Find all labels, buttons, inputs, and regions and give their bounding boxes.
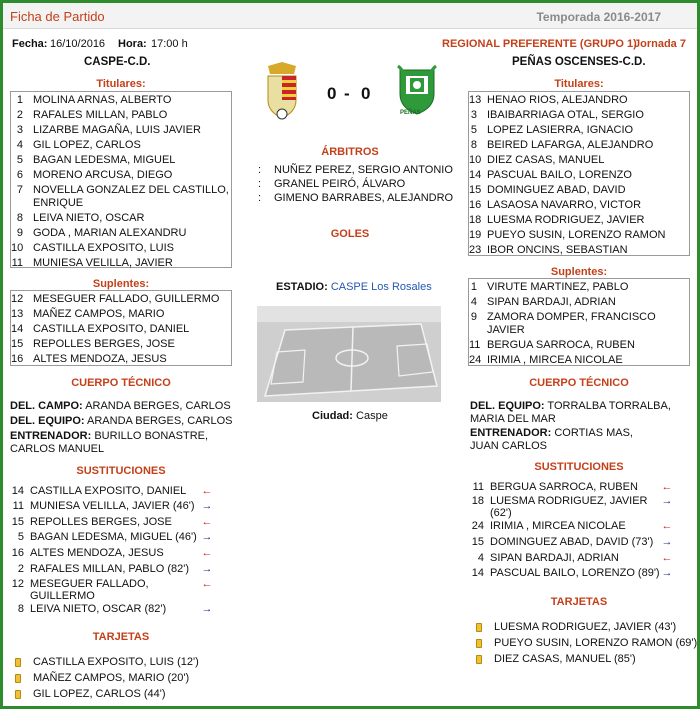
substitution-player: LUESMA RODRIGUEZ, JAVIER (62') — [490, 495, 648, 519]
booking-row — [476, 621, 676, 633]
away-coach: ENTRENADOR: CORTIAS MAS, JUAN CARLOS — [470, 427, 633, 452]
player-number: 5 — [470, 124, 477, 136]
arrow-right-icon: → — [661, 536, 673, 548]
substitution-number: 11 — [472, 481, 484, 493]
yellow-card-icon — [15, 674, 21, 683]
home-starter-row — [11, 138, 231, 153]
arrow-left-icon: ← — [661, 520, 673, 532]
player-name: BAGAN LEDESMA, MIGUEL — [33, 154, 176, 166]
player-name: MOLINA ARNAS, ALBERTO — [33, 94, 172, 106]
player-number: 3 — [16, 124, 23, 136]
player-name: BEIRED LAFARGA, ALEJANDRO — [487, 139, 654, 151]
substitution-player: LEIVA NIETO, OSCAR (82') — [30, 603, 167, 615]
home-starters-list — [10, 91, 232, 268]
substitution-row — [2, 485, 214, 497]
home-starter-row — [11, 153, 231, 168]
player-name: RAFALES MILLAN, PABLO — [33, 109, 168, 121]
player-name: IBAIBARRIAGA OTAL, SERGIO — [487, 109, 644, 121]
player-name: NOVELLA GONZALEZ DEL CASTILLO, ENRIQUE — [33, 184, 229, 209]
substitution-row — [462, 567, 674, 579]
away-cards-heading: TARJETAS — [550, 596, 608, 608]
substitution-number: 14 — [471, 567, 484, 579]
player-number: 12 — [11, 293, 24, 305]
home-starter-row — [11, 93, 231, 108]
away-starter-row — [469, 213, 689, 228]
player-number: 10 — [469, 154, 482, 166]
player-number: 2 — [16, 109, 23, 121]
substitution-number: 11 — [12, 500, 24, 512]
player-number: 13 — [11, 308, 24, 320]
header-bar — [3, 3, 697, 29]
yellow-card-icon — [15, 690, 21, 699]
away-sub-row — [469, 310, 689, 338]
player-name: BERGUA SARROCA, RUBEN — [487, 339, 635, 351]
player-number: 18 — [469, 214, 482, 226]
booked-player: DIEZ CASAS, MANUEL (85') — [494, 653, 636, 665]
player-name: DIEZ CASAS, MANUEL — [487, 154, 605, 166]
arrow-left-icon: ← — [201, 547, 213, 559]
date-value: 16/10/2016 — [50, 38, 106, 50]
arrow-right-icon: → — [201, 563, 213, 575]
substitution-player: IRIMIA , MIRCEA NICOLAE — [490, 520, 626, 532]
player-number: 9 — [470, 311, 477, 323]
substitution-number: 4 — [477, 552, 484, 564]
player-number: 7 — [16, 184, 23, 196]
home-coach: ENTRENADOR: BURILLO BONASTRE, CARLOS MANUEL — [10, 430, 209, 455]
booking-row — [15, 672, 189, 684]
player-number: 5 — [16, 154, 23, 166]
player-name: REPOLLES BERGES, JOSE — [33, 338, 175, 350]
away-sub-row — [469, 295, 689, 310]
player-number: 8 — [470, 139, 477, 151]
home-substitutions-heading: SUSTITUCIONES — [76, 465, 166, 477]
away-starter-row — [469, 93, 689, 108]
away-starter-row — [469, 168, 689, 183]
home-crest-icon — [262, 62, 302, 122]
player-number: 8 — [16, 212, 23, 224]
home-team-name: CASPE-C.D. — [84, 56, 151, 68]
home-starter-row — [11, 226, 231, 241]
substitution-number: 24 — [471, 520, 484, 532]
substitution-number: 14 — [11, 485, 24, 497]
booked-player: MAÑEZ CAMPOS, MARIO (20') — [33, 672, 190, 684]
away-starter-row — [469, 108, 689, 123]
away-starter-row — [469, 198, 689, 213]
player-number: 16 — [11, 353, 24, 365]
player-name: MORENO ARCUSA, DIEGO — [33, 169, 173, 181]
player-number: 14 — [469, 169, 482, 181]
substitution-player: REPOLLES BERGES, JOSE — [30, 516, 172, 528]
away-starter-row — [469, 243, 689, 258]
referee-name: NUÑEZ PEREZ, SERGIO ANTONIO — [274, 164, 453, 176]
home-starter-row — [11, 123, 231, 138]
away-starter-row — [469, 123, 689, 138]
player-number: 4 — [470, 296, 477, 308]
player-name: HENAO RIOS, ALEJANDRO — [487, 94, 628, 106]
substitution-row — [2, 531, 214, 543]
away-starters-heading: Titulares: — [554, 78, 604, 90]
player-name: IBOR ONCINS, SEBASTIAN — [487, 244, 628, 256]
away-starter-row — [469, 228, 689, 243]
arrow-right-icon: → — [661, 567, 673, 579]
away-score: 0 — [361, 84, 371, 103]
city-label: Ciudad: — [312, 410, 353, 422]
away-starter-row — [469, 183, 689, 198]
home-sub-row — [11, 322, 231, 337]
substitution-number: 16 — [11, 547, 24, 559]
booking-row — [476, 653, 636, 665]
stadium-line — [276, 281, 432, 293]
substitution-player: MUNIESA VELILLA, JAVIER (46') — [30, 500, 195, 512]
away-sub-row — [469, 353, 689, 368]
away-substitutions-heading: SUSTITUCIONES — [534, 461, 624, 473]
home-del-equipo: DEL. EQUIPO: ARANDA BERGES, CARLOS — [10, 415, 233, 427]
arrow-left-icon: ← — [201, 516, 213, 528]
substitution-player: PASCUAL BAILO, LORENZO (89') — [490, 567, 660, 579]
away-del-equipo: DEL. EQUIPO: TORRALBA TORRALBA, MARIA DEL MAR — [470, 400, 671, 425]
away-subs-heading: Suplentes: — [550, 266, 608, 278]
round-label: Jornada 7 — [634, 38, 686, 50]
substitution-row — [462, 552, 674, 564]
player-number: 16 — [469, 199, 482, 211]
away-starter-row — [469, 138, 689, 153]
arrow-right-icon: → — [201, 500, 213, 512]
time-label: Hora: — [118, 38, 147, 50]
substitution-number: 15 — [11, 516, 24, 528]
player-number: 1 — [470, 281, 477, 293]
referee-separator: : — [258, 192, 262, 204]
referee-separator: : — [258, 164, 262, 176]
player-name: SIPAN BARDAJI, ADRIAN — [487, 296, 616, 308]
player-name: GIL LOPEZ, CARLOS — [33, 139, 141, 151]
referees-heading: ÁRBITROS — [321, 146, 379, 158]
arrow-right-icon: → — [201, 603, 213, 615]
player-number: 1 — [16, 94, 23, 106]
player-name: MESEGUER FALLADO, GUILLERMO — [33, 293, 220, 305]
arrow-right-icon: → — [661, 495, 673, 507]
yellow-card-icon — [476, 639, 482, 648]
substitution-player: BERGUA SARROCA, RUBEN — [490, 481, 638, 493]
home-starter-row — [11, 168, 231, 183]
away-subs-list — [468, 278, 690, 366]
player-number: 3 — [470, 109, 477, 121]
substitution-player: DOMINGUEZ ABAD, DAVID (73') — [490, 536, 654, 548]
date-label: Fecha: — [12, 38, 48, 50]
booking-row — [476, 637, 697, 649]
arrow-left-icon: ← — [201, 485, 213, 497]
player-number: 10 — [11, 242, 24, 254]
substitution-row — [2, 603, 214, 615]
substitution-number: 12 — [11, 578, 24, 590]
competition-label: REGIONAL PREFERENTE (GRUPO 1) — [442, 38, 637, 50]
booked-player: GIL LOPEZ, CARLOS (44') — [33, 688, 166, 700]
stadium-label: ESTADIO: — [276, 281, 328, 293]
home-sub-row — [11, 292, 231, 307]
booked-player: CASTILLA EXPOSITO, LUIS (12') — [33, 656, 199, 668]
stadium-photo — [257, 306, 441, 402]
substitution-row — [462, 536, 674, 548]
referee-separator: : — [258, 178, 262, 190]
away-starter-row — [469, 153, 689, 168]
yellow-card-icon — [476, 623, 482, 632]
booking-row — [15, 688, 166, 700]
season-label: Temporada 2016-2017 — [536, 10, 661, 24]
player-name: CASTILLA EXPOSITO, DANIEL — [33, 323, 190, 335]
player-number: 15 — [469, 184, 482, 196]
away-starters-list — [468, 91, 690, 256]
pitch-icon — [257, 306, 441, 402]
player-name: IRIMIA , MIRCEA NICOLAE — [487, 354, 623, 366]
arrow-left-icon: ← — [201, 578, 213, 590]
home-starter-row — [11, 241, 231, 256]
home-starter-row — [11, 108, 231, 123]
booked-player: LUESMA RODRIGUEZ, JAVIER (43') — [494, 621, 677, 633]
home-score: 0 — [327, 84, 337, 103]
player-name: LOPEZ LASIERRA, IGNACIO — [487, 124, 634, 136]
substitution-number: 8 — [17, 603, 24, 615]
city-value: Caspe — [356, 410, 388, 422]
arrow-right-icon: → — [201, 531, 213, 543]
substitution-row — [2, 547, 214, 559]
city-line — [312, 410, 388, 422]
substitution-row — [462, 481, 674, 493]
player-number: 4 — [16, 139, 23, 151]
player-number: 11 — [11, 257, 23, 269]
substitution-row — [462, 495, 674, 519]
player-number: 15 — [11, 338, 24, 350]
away-team-name: PEÑAS OSCENSES-C.D. — [512, 56, 646, 68]
player-name: CASTILLA EXPOSITO, LUIS — [33, 242, 175, 254]
score-separator: - — [344, 84, 350, 103]
substitution-row — [2, 500, 214, 512]
home-subs-heading: Suplentes: — [92, 278, 150, 290]
player-name: LEIVA NIETO, OSCAR — [33, 212, 145, 224]
substitution-row — [2, 578, 214, 602]
away-crest-label: PEÑAS — [400, 110, 421, 116]
substitution-row — [462, 520, 674, 532]
home-subs-list — [10, 290, 232, 366]
arrow-left-icon: ← — [661, 481, 673, 493]
yellow-card-icon — [476, 655, 482, 664]
home-sub-row — [11, 337, 231, 352]
player-name: PASCUAL BAILO, LORENZO — [487, 169, 632, 181]
home-cards-heading: TARJETAS — [92, 631, 150, 643]
player-name: VIRUTE MARTINEZ, PABLO — [487, 281, 629, 293]
player-number: 23 — [469, 244, 482, 256]
goals-heading: GOLES — [330, 228, 370, 240]
substitution-number: 15 — [471, 536, 484, 548]
away-sub-row — [469, 280, 689, 295]
referee-name: GRANEL PEIRÓ, ÁLVARO — [274, 178, 406, 190]
booked-player: PUEYO SUSIN, LORENZO RAMON (69') — [494, 637, 698, 649]
booking-row — [15, 656, 199, 668]
player-name: PUEYO SUSIN, LORENZO RAMON — [487, 229, 666, 241]
substitution-player: MESEGUER FALLADO, GUILLERMO — [30, 578, 149, 602]
yellow-card-icon — [15, 658, 21, 667]
substitution-row — [2, 516, 214, 528]
player-number: 13 — [469, 94, 482, 106]
referee-name: GIMENO BARRABES, ALEJANDRO — [274, 192, 454, 204]
substitution-number: 2 — [17, 563, 24, 575]
player-number: 11 — [469, 339, 481, 351]
player-name: DOMINGUEZ ABAD, DAVID — [487, 184, 626, 196]
home-starter-row — [11, 211, 231, 226]
player-name: MAÑEZ CAMPOS, MARIO — [33, 308, 165, 320]
substitution-player: ALTES MENDOZA, JESUS — [30, 547, 164, 559]
page-title: Ficha de Partido — [10, 9, 105, 24]
substitution-number: 5 — [17, 531, 24, 543]
player-number: 19 — [469, 229, 482, 241]
home-starter-row — [11, 183, 231, 211]
player-number: 24 — [469, 354, 482, 366]
substitution-row — [2, 563, 214, 575]
home-sub-row — [11, 307, 231, 322]
player-number: 14 — [11, 323, 24, 335]
player-number: 9 — [16, 227, 23, 239]
substitution-player: RAFALES MILLAN, PABLO (82') — [30, 563, 190, 575]
home-staff-heading: CUERPO TÉCNICO — [71, 377, 171, 389]
player-name: MUNIESA VELILLA, JAVIER — [33, 257, 173, 269]
arrow-left-icon: ← — [661, 552, 673, 564]
home-sub-row — [11, 352, 231, 367]
substitution-player: SIPAN BARDAJI, ADRIAN — [490, 552, 619, 564]
substitution-player: BAGAN LEDESMA, MIGUEL (46') — [30, 531, 197, 543]
away-sub-row — [469, 338, 689, 353]
player-name: LIZARBE MAGAÑA, LUIS JAVIER — [33, 124, 201, 136]
home-starters-heading: Titulares: — [96, 78, 146, 90]
substitution-number: 18 — [471, 495, 484, 507]
away-staff-heading: CUERPO TÉCNICO — [529, 377, 629, 389]
home-del-campo: DEL. CAMPO: ARANDA BERGES, CARLOS — [10, 400, 231, 412]
player-name: ZAMORA DOMPER, FRANCISCO JAVIER — [487, 311, 656, 336]
player-name: ALTES MENDOZA, JESUS — [33, 353, 167, 365]
player-name: LASAOSA NAVARRO, VICTOR — [487, 199, 642, 211]
player-name: LUESMA RODRIGUEZ, JAVIER — [487, 214, 645, 226]
time-value: 17:00 h — [151, 38, 188, 50]
substitution-player: CASTILLA EXPOSITO, DANIEL — [30, 485, 187, 497]
stadium-link[interactable]: CASPE Los Rosales — [330, 281, 432, 293]
player-number: 6 — [16, 169, 23, 181]
player-name: GODA , MARIAN ALEXANDRU — [33, 227, 187, 239]
home-starter-row — [11, 256, 231, 271]
